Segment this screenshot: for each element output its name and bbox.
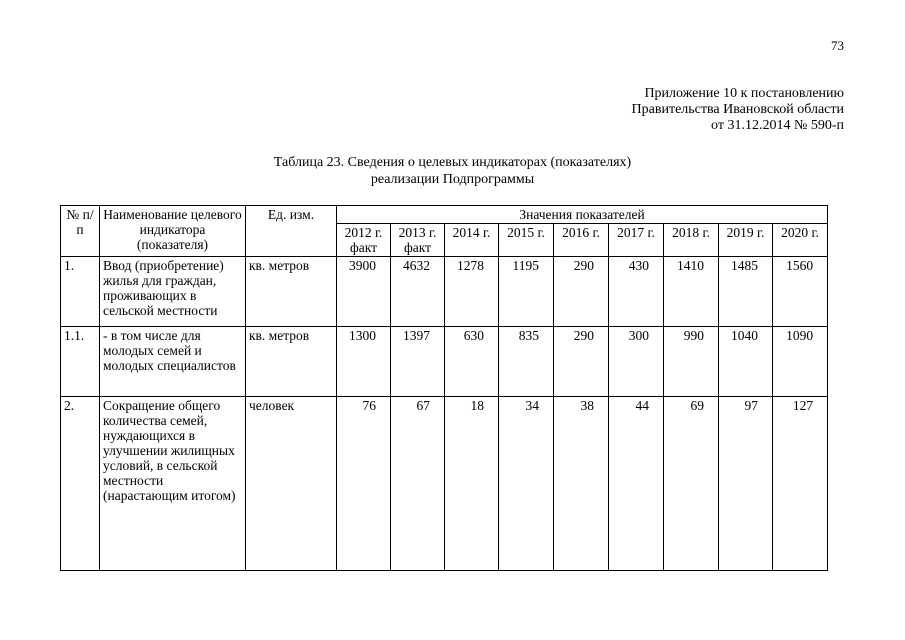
row-value: 300 bbox=[609, 327, 664, 397]
row-value: 290 bbox=[554, 327, 609, 397]
header-values-group: Значения показателей bbox=[337, 206, 828, 224]
table-header-row bbox=[61, 206, 828, 224]
row-value: 1300 bbox=[337, 327, 391, 397]
row-num: 1. bbox=[61, 257, 100, 327]
row-value: 1560 bbox=[773, 257, 828, 327]
header-year-note: факт bbox=[349, 240, 378, 255]
row-value: 1278 bbox=[445, 257, 499, 327]
row-value: 3900 bbox=[337, 257, 391, 327]
row-value: 38 bbox=[554, 397, 609, 571]
header-name: Наименование целевого индикатора (показателя) bbox=[100, 206, 246, 257]
indicators-table bbox=[60, 205, 828, 571]
row-unit: человек bbox=[246, 397, 337, 571]
appendix-line-2: Правительства Ивановской области bbox=[631, 102, 844, 117]
row-value: 44 bbox=[609, 397, 664, 571]
row-value: 1410 bbox=[664, 257, 719, 327]
table-title bbox=[0, 154, 905, 188]
row-value: 69 bbox=[664, 397, 719, 571]
row-name: Ввод (приобретение) жилья для граждан, проживающих в сельской местности bbox=[100, 257, 246, 327]
header-year bbox=[499, 224, 554, 257]
header-year bbox=[664, 224, 719, 257]
header-year-label: 2016 г. bbox=[562, 225, 600, 240]
header-year-label: 2020 г. bbox=[781, 225, 819, 240]
header-year-label: 2019 г. bbox=[726, 225, 765, 240]
row-value: 1195 bbox=[499, 257, 554, 327]
row-unit: кв. метров bbox=[246, 327, 337, 397]
header-year-label: 2013 г. bbox=[398, 225, 437, 240]
appendix-line-1: Приложение 10 к постановлению bbox=[644, 86, 844, 101]
header-year-label: 2018 г. bbox=[672, 225, 710, 240]
row-value: 1090 bbox=[773, 327, 828, 397]
row-value: 127 bbox=[773, 397, 828, 571]
appendix-reference bbox=[632, 86, 844, 134]
table-title-line-2: реализации Подпрограммы bbox=[370, 172, 535, 187]
row-value: 1397 bbox=[391, 327, 445, 397]
header-year-label: 2014 г. bbox=[452, 225, 491, 240]
appendix-line-3: от 31.12.2014 № 590-п bbox=[711, 118, 844, 133]
row-value: 4632 bbox=[391, 257, 445, 327]
row-name: Сокращение общего количества семей, нуждающихся в улучшении жилищных условий, в сельской местности (нарастающим итогом) bbox=[100, 397, 246, 571]
header-year bbox=[445, 224, 499, 257]
row-value: 630 bbox=[445, 327, 499, 397]
row-num: 1.1. bbox=[61, 327, 100, 397]
header-unit: Ед. изм. bbox=[246, 206, 337, 257]
row-value: 290 bbox=[554, 257, 609, 327]
row-value: 1040 bbox=[719, 327, 773, 397]
row-value: 76 bbox=[337, 397, 391, 571]
header-year-label: 2017 г. bbox=[617, 225, 655, 240]
table-row bbox=[61, 397, 828, 571]
header-year bbox=[554, 224, 609, 257]
row-name: - в том числе для молодых семей и молодых специалистов bbox=[100, 327, 246, 397]
row-value: 1485 bbox=[719, 257, 773, 327]
row-value: 835 bbox=[499, 327, 554, 397]
row-value: 67 bbox=[391, 397, 445, 571]
row-value: 18 bbox=[445, 397, 499, 571]
header-year-note: факт bbox=[403, 240, 432, 255]
header-num: № п/п bbox=[61, 206, 100, 257]
row-value: 990 bbox=[664, 327, 719, 397]
header-year-label: 2015 г. bbox=[507, 225, 545, 240]
table-row bbox=[61, 327, 828, 397]
table-row bbox=[61, 257, 828, 327]
row-value: 34 bbox=[499, 397, 554, 571]
table-title-line-1: Таблица 23. Сведения о целевых индикаторах (показателях) bbox=[273, 155, 632, 170]
row-num: 2. bbox=[61, 397, 100, 571]
header-year bbox=[719, 224, 773, 257]
header-year bbox=[609, 224, 664, 257]
row-unit: кв. метров bbox=[246, 257, 337, 327]
header-year bbox=[337, 224, 391, 257]
page-number: 73 bbox=[831, 38, 844, 53]
header-year bbox=[773, 224, 828, 257]
header-year bbox=[391, 224, 445, 257]
row-value: 430 bbox=[609, 257, 664, 327]
header-year-label: 2012 г. bbox=[344, 225, 383, 240]
row-value: 97 bbox=[719, 397, 773, 571]
